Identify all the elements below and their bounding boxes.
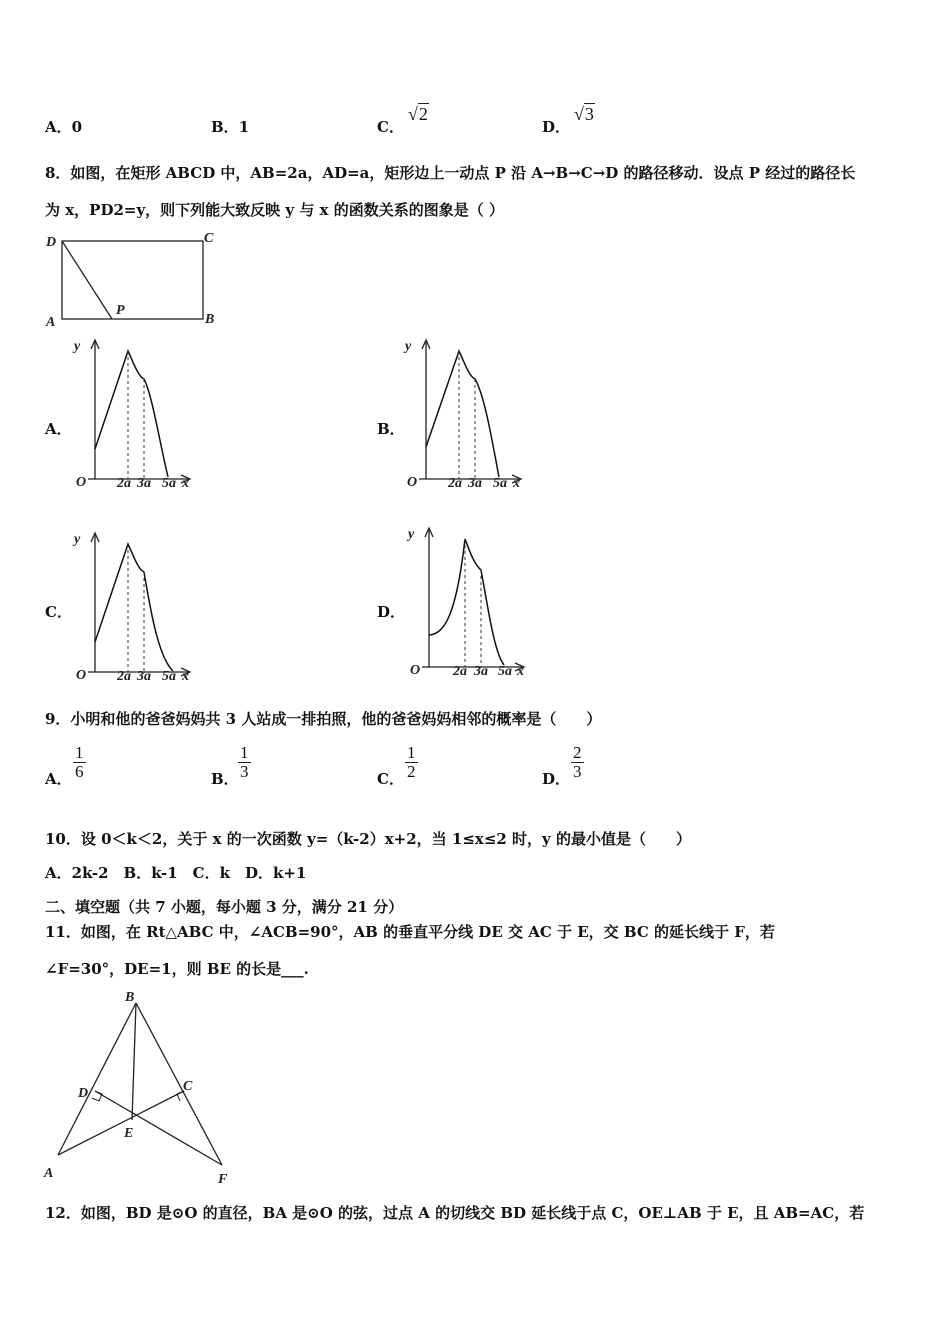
graph-a xyxy=(70,334,200,494)
label-p: P xyxy=(116,303,125,318)
svg-text:2a: 2a xyxy=(453,664,467,679)
svg-text:B: B xyxy=(125,990,135,1005)
svg-text:O: O xyxy=(76,475,87,490)
graph-c xyxy=(70,527,200,687)
q7-option-d-sqrt: √3 xyxy=(574,104,594,124)
q10-stem: 10．设 0＜k＜2，关于 x 的一次函数 y=（k-2）x+2，当 1≤x≤2 时，y 的最小值是（ ） xyxy=(45,830,691,848)
q9-option-c-label: C． xyxy=(377,770,404,788)
q9-option-b-fraction: $\frac{1}{3}$ xyxy=(240,743,249,781)
graph-d xyxy=(404,522,534,682)
q9-option-b-label: B． xyxy=(211,770,239,788)
svg-text:y: y xyxy=(408,527,415,542)
q7-option-d: D． xyxy=(542,118,571,136)
svg-text:E: E xyxy=(124,1126,134,1141)
q8-option-b-label: B． xyxy=(377,420,405,438)
label-c: C xyxy=(204,231,214,246)
q8-stem-line1: 8．如图，在矩形 ABCD 中，AB=2a，AD=a，矩形边上一动点 P 沿 A→B→C→D 的路径移动．设点 P 经过的路径长 xyxy=(45,164,856,182)
svg-text:D: D xyxy=(78,1086,89,1101)
rectangle-abcd xyxy=(62,241,203,319)
q7-option-b: B．1 xyxy=(211,118,250,136)
section-heading: 二、填空题（共 7 小题，每小题 3 分，满分 21 分） xyxy=(45,898,404,916)
q8-option-d-label: D． xyxy=(377,603,406,621)
svg-text:2a: 2a xyxy=(117,669,131,684)
triangle-figure xyxy=(40,985,240,1190)
svg-text:x: x xyxy=(513,476,520,491)
svg-text:O: O xyxy=(410,663,421,678)
q11-stem-line1: 11．如图，在 Rt△ABC 中，∠ACB=90°，AB 的垂直平分线 DE 交 AC 于 E，交 BC 的延长线于 F，若 xyxy=(45,923,775,941)
svg-text:3a: 3a xyxy=(468,476,482,491)
q8-stem-line2: 为 x，PD2=y，则下列能大致反映 y 与 x 的函数关系的图象是（ ） xyxy=(45,201,504,219)
svg-text:x: x xyxy=(182,669,189,684)
q9-option-d-label: D． xyxy=(542,770,571,788)
q9-option-c-fraction: $\frac{1}{2}$ xyxy=(407,743,416,781)
q7-option-a: A．0 xyxy=(45,118,83,136)
label-b: B xyxy=(205,312,215,327)
svg-text:5a: 5a xyxy=(162,476,176,491)
svg-text:2a: 2a xyxy=(448,476,462,491)
rectangle-figure xyxy=(40,228,230,332)
svg-text:y: y xyxy=(74,532,81,547)
svg-text:5a: 5a xyxy=(162,669,176,684)
svg-text:2a: 2a xyxy=(117,476,131,491)
q9-option-a-label: A． xyxy=(45,770,72,788)
svg-text:O: O xyxy=(76,668,87,683)
label-d: D xyxy=(46,235,57,250)
q12-stem-line1: 12．如图，BD 是⊙O 的直径，BA 是⊙O 的弦，过点 A 的切线交 BD 延长线于点 C，OE⊥AB 于 E，且 AB=AC，若 xyxy=(45,1204,865,1222)
svg-text:y: y xyxy=(74,339,81,354)
svg-text:5a: 5a xyxy=(493,476,507,491)
svg-text:O: O xyxy=(407,475,418,490)
svg-text:y: y xyxy=(405,339,412,354)
q9-option-a-fraction: $\frac{1}{6}$ xyxy=(75,743,84,781)
segment-pd xyxy=(62,241,112,319)
graph-b xyxy=(401,334,531,494)
q8-option-c-label: C． xyxy=(45,603,72,621)
q9-option-d-fraction: $\frac{2}{3}$ xyxy=(573,743,582,781)
q7-option-c-sqrt: √2 xyxy=(408,104,428,124)
svg-text:3a: 3a xyxy=(474,664,488,679)
svg-text:A: A xyxy=(44,1166,54,1181)
label-a: A xyxy=(46,315,56,330)
q9-stem: 9．小明和他的爸爸妈妈共 3 人站成一排拍照，他的爸爸妈妈相邻的概率是（ ） xyxy=(45,710,602,728)
svg-text:3a: 3a xyxy=(137,669,151,684)
svg-text:F: F xyxy=(218,1172,228,1187)
svg-text:x: x xyxy=(182,476,189,491)
svg-text:C: C xyxy=(183,1079,193,1094)
svg-text:x: x xyxy=(517,664,524,679)
q10-options: A．2k-2 B．k-1 C．k D．k+1 xyxy=(45,864,307,882)
q7-option-c: C． xyxy=(377,118,404,136)
svg-text:3a: 3a xyxy=(137,476,151,491)
q8-option-a-label: A． xyxy=(45,420,72,438)
q11-stem-line2: ∠F=30°，DE=1，则 BE 的长是___. xyxy=(45,960,309,978)
svg-text:5a: 5a xyxy=(498,664,512,679)
